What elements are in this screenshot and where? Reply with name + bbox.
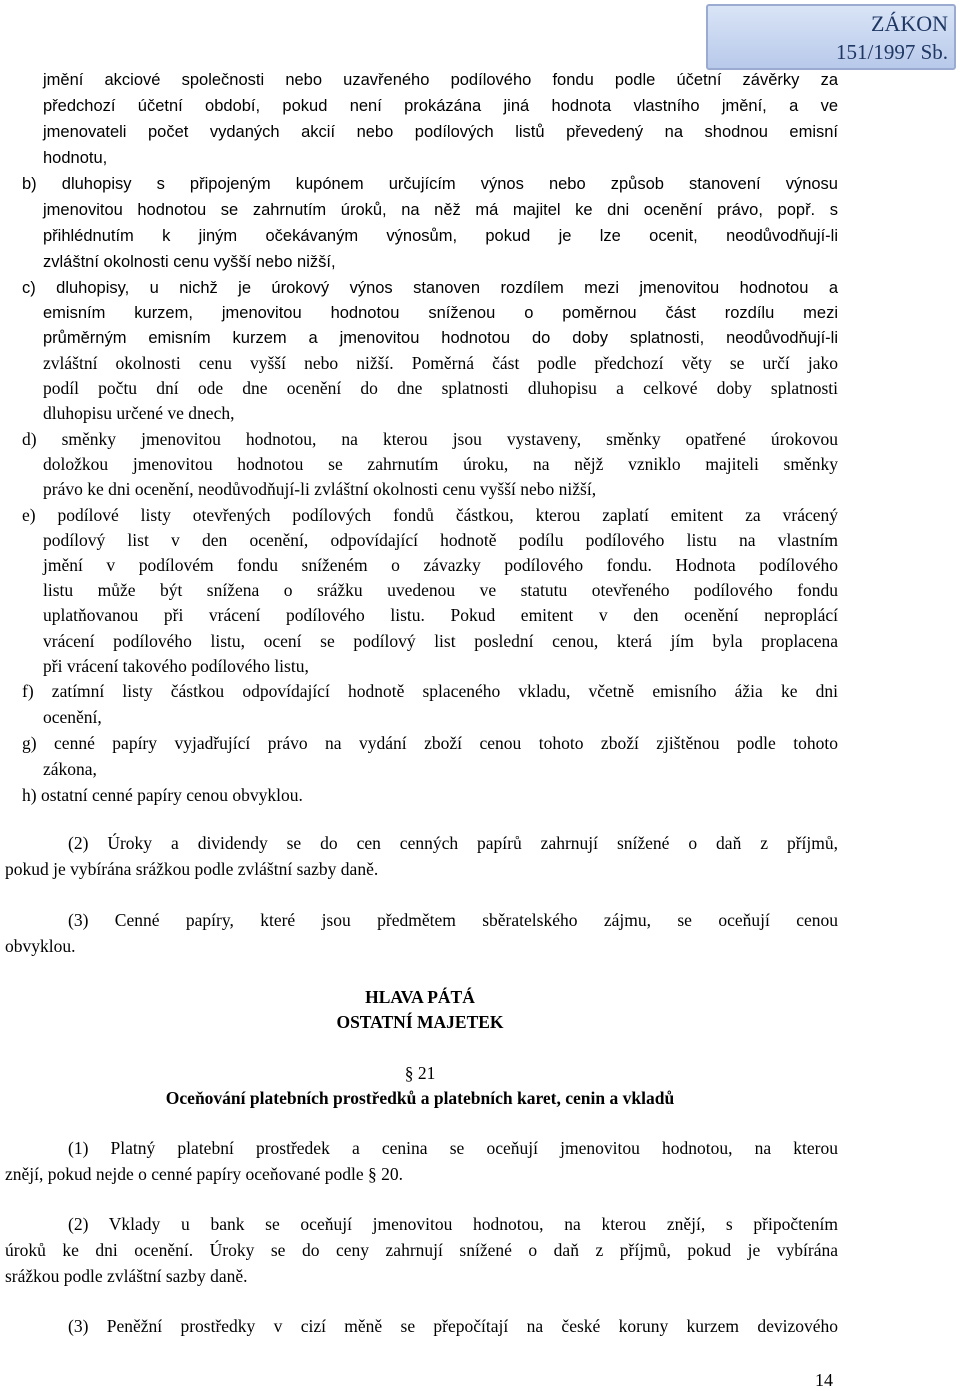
text-line: ocenění, [43, 707, 102, 727]
text-line: (2) Vklady u bank se oceňují jmenovitou hodnotou, na kterou znějí, s připočtením [68, 1214, 838, 1234]
page-number: 14 [815, 1370, 833, 1390]
text-line: zvláštní okolnosti cenu vyšší nebo nižší, [43, 253, 336, 271]
text-line: HLAVA PÁTÁ [365, 987, 475, 1007]
text-line: zvláštní okolnosti cenu vyšší nebo nižší. Poměrná část podle předchozí věty se určí jako [43, 353, 838, 373]
text-line: b) dluhopisy s připojeným kupónem určujícím výnos nebo způsob stanovení výnosu [22, 175, 838, 193]
text-line: c) dluhopisy, u nichž je úrokový výnos stanoven rozdílem mezi jmenovitou hodnotou a [22, 279, 838, 297]
text-line: (3) Peněžní prostředky v cizí měně se přepočítají na české koruny kurzem devizového [68, 1316, 838, 1336]
text-line: § 21 [404, 1063, 436, 1083]
text-line: vrácení podílového listu, ocení se podílový list poslední cenou, která jím byla proplacena [43, 631, 838, 651]
text-line: OSTATNÍ MAJETEK [336, 1012, 504, 1032]
text-line: přihlédnutím k jiným očekávaným výnosům, pokud je lze ocenit, neodůvodňují-li [43, 227, 838, 245]
text-line: právo ke dni ocenění, neodůvodňují-li zvláštní okolnosti cenu vyšší nebo nižší, [43, 479, 597, 499]
text-line: h) ostatní cenné papíry cenou obvyklou. [22, 785, 303, 805]
text-line: emisním kurzem, jmenovitou hodnotou sníženou o poměrnou část rozdílu mezi [43, 304, 838, 322]
text-line: d) směnky jmenovitou hodnotou, na kterou jsou vystaveny, směnky opatřené úrokovou [22, 429, 838, 449]
text-line: srážkou podle zvláštní sazby daně. [5, 1266, 248, 1286]
text-line: při vrácení takového podílového listu, [43, 656, 309, 676]
text-line: jmenovateli počet vydaných akcií nebo podílových listů převedený na shodnou emisní [43, 123, 838, 141]
text-line: listu může být snížena o srážku uvedenou ve statutu otevřeného podílového fondu [43, 580, 838, 600]
text-line: hodnotu, [43, 149, 108, 167]
text-line: uplatňovanou při vrácení podílového listu. Pokud emitent v den ocenění neproplácí [43, 605, 838, 625]
text-line: f) zatímní listy částkou odpovídající hodnotě splaceného vkladu, včetně emisního ážia ke dni [22, 681, 838, 701]
text-line: předchozí účetní období, pokud není prokázána jiná hodnota vlastního jmění, a ve [43, 97, 838, 115]
text-line: jmenovitou hodnotou se zahrnutím úroků, na něž má majitel ke dni ocenění právo, popř. s [43, 201, 838, 219]
text-line: zákona, [43, 759, 97, 779]
text-line: podílový list v den ocenění, odpovídající hodnotě podílu podílového listu na vlastním [43, 530, 838, 550]
text-line: průměrným emisním kurzem a jmenovitou hodnotou do doby splatnosti, neodůvodňují-li [43, 329, 838, 347]
text-line: (1) Platný platební prostředek a cenina se oceňují jmenovitou hodnotou, na kterou [68, 1138, 838, 1158]
text-line: úroků ke dni ocenění. Úroky se do ceny zahrnují snížené o daň z příjmů, pokud je vybírána [5, 1240, 838, 1260]
text-line: podíl počtu dní ode dne ocenění do dne splatnosti dluhopisu a celkové doby splatnosti [43, 378, 838, 398]
text-line: g) cenné papíry vyjadřující právo na vydání zboží cenou tohoto zboží zjištěnou podle tohoto [22, 733, 838, 753]
text-line: znějí, pokud nejde o cenné papíry oceňované podle § 20. [5, 1164, 403, 1184]
text-line: e) podílové listy otevřených podílových fondů částkou, kterou zaplatí emitent za vrácený [22, 505, 838, 525]
text-line: Oceňování platebních prostředků a platebních karet, cenin a vkladů [165, 1088, 675, 1108]
text-line: (2) Úroky a dividendy se do cen cenných papírů zahrnují snížené o daň z příjmů, [68, 833, 838, 853]
text-line: doložkou jmenovitou hodnotou se zahrnutím úroku, na nějž vzniklo majiteli směnky [43, 454, 838, 474]
header-subtitle: 151/1997 Sb. [835, 40, 948, 64]
text-line: dluhopisu určené ve dnech, [43, 403, 235, 423]
text-line: obvyklou. [5, 936, 76, 956]
text-line: pokud je vybírána srážkou podle zvláštní sazby daně. [5, 859, 379, 879]
text-line: jmění akciové společnosti nebo uzavřeného podílového fondu podle účetní závěrky za [43, 71, 838, 89]
text-line: jmění v podílovém fondu sníženém o závazky podílového fondu. Hodnota podílového [43, 555, 838, 575]
text-line: (3) Cenné papíry, které jsou předmětem sběratelského zájmu, se oceňují cenou [68, 910, 838, 930]
header-title: ZÁKON [871, 11, 948, 36]
